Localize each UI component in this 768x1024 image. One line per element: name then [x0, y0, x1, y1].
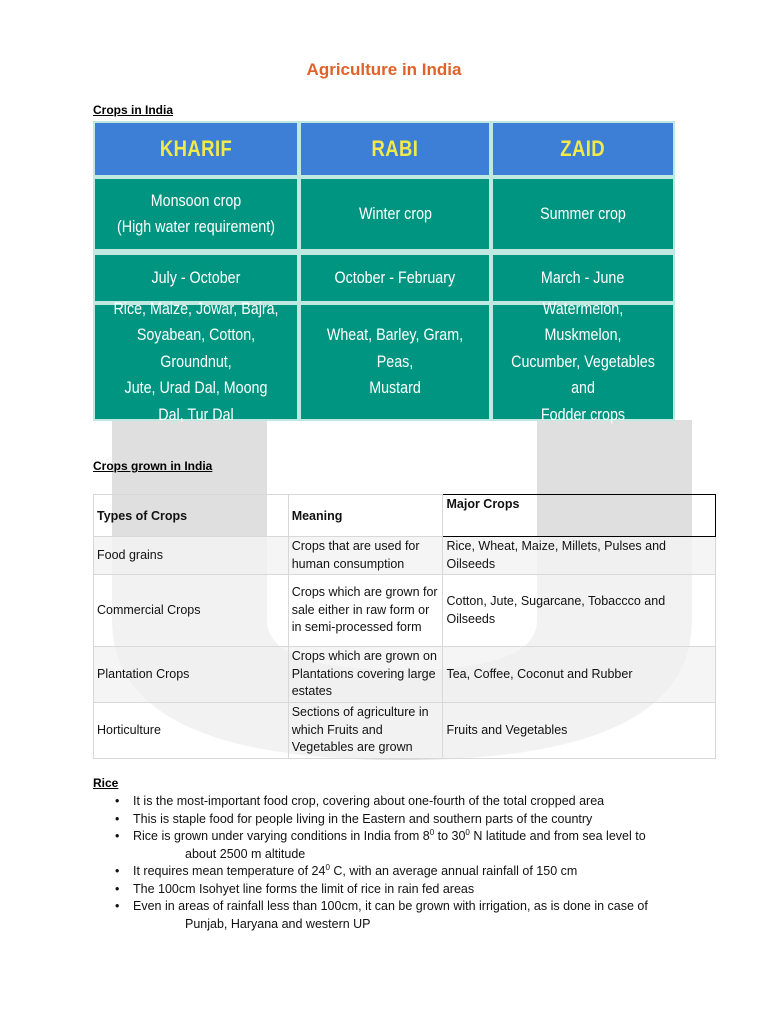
row-meaning: Sections of agriculture in which Fruits and Vegetables are grown [288, 703, 443, 759]
column-header-major-crops: Major Crops [443, 495, 716, 537]
row-type: Plantation Crops [94, 647, 289, 703]
row-meaning: Crops which are grown on Plantations covering large estates [288, 647, 443, 703]
season-header-rabi: RABI [301, 123, 489, 175]
crops-grown-table [93, 494, 716, 759]
row-major-crops: Rice, Wheat, Maize, Millets, Pulses and Oilseeds [443, 537, 716, 575]
table-row [94, 575, 716, 647]
season-type-rabi: Winter crop [301, 179, 489, 249]
list-item: • The 100cm Isohyet line forms the limit of rice in rain fed areas [112, 881, 712, 899]
row-type: Food grains [94, 537, 289, 575]
table-row [94, 537, 716, 575]
column-header-meaning: Meaning [288, 495, 443, 537]
crop-seasons-graphic [93, 121, 675, 424]
list-item: • It requires mean temperature of $24^0$ C, with an average annual rainfall of 150 cm [112, 863, 712, 881]
season-crops-zaid: Watermelon, Muskmelon, Cucumber, Vegetables and Fodder crops [493, 305, 673, 419]
table-header-row [94, 495, 716, 537]
table-row [94, 647, 716, 703]
list-item: • Even in areas of rainfall less than 100cm, it can be grown with irrigation, as is done in case of Punjab, Haryana and western UP [112, 898, 712, 933]
table-row [94, 703, 716, 759]
season-header-zaid: ZAID [493, 123, 673, 175]
season-crops-rabi: Wheat, Barley, Gram, Peas, Mustard [301, 305, 489, 419]
season-period-rabi: October - February [301, 255, 489, 301]
rice-heading: Rice [93, 776, 119, 790]
row-major-crops: Tea, Coffee, Coconut and Rubber [443, 647, 716, 703]
column-header-types: Types of Crops [94, 495, 289, 537]
list-item: • Rice is grown under varying conditions in India from $8^0$ to $30^0$ N latitude and from sea level to about 2500 m altitude [112, 828, 712, 863]
season-period-zaid: March - June [493, 255, 673, 301]
crops-grown-heading: Crops grown in India [93, 459, 213, 473]
row-major-crops: Fruits and Vegetables [443, 703, 716, 759]
row-meaning: Crops which are grown for sale either in raw form or in semi-processed form [288, 575, 443, 647]
season-period-kharif: July - October [95, 255, 297, 301]
row-major-crops: Cotton, Jute, Sugarcane, Tobaccco and Oilseeds [443, 575, 716, 647]
season-header-kharif: KHARIF [95, 123, 297, 175]
crops-in-india-heading: Crops in India [93, 103, 174, 117]
page-title: Agriculture in India [306, 60, 462, 79]
list-item: • It is the most-important food crop, covering about one-fourth of the total cropped area [112, 793, 712, 811]
row-meaning: Crops that are used for human consumption [288, 537, 443, 575]
row-type: Horticulture [94, 703, 289, 759]
row-type: Commercial Crops [94, 575, 289, 647]
rice-bullet-list [112, 793, 712, 933]
season-type-kharif: Monsoon crop (High water requirement) [95, 179, 297, 249]
season-crops-kharif: Rice, Maize, Jowar, Bajra, Soyabean, Cotton, Groundnut, Jute, Urad Dal, Moong Dal, Tur Dal [95, 305, 297, 419]
list-item: • This is staple food for people living in the Eastern and southern parts of the country [112, 811, 712, 829]
season-type-zaid: Summer crop [493, 179, 673, 249]
